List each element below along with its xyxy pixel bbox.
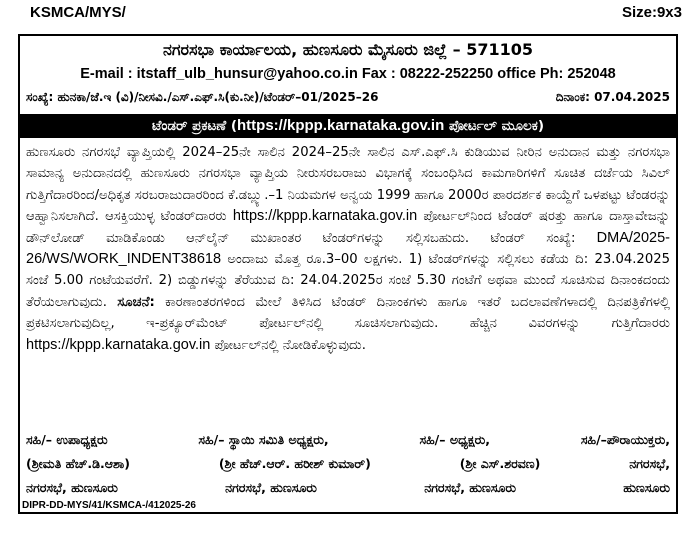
body-portal-link-1[interactable]: https://kppp.karnataka.gov.in xyxy=(232,208,418,225)
tender-banner xyxy=(20,114,676,138)
banner-suffix: ಪೋರ್ಟಲ್ ಮೂಲಕ) xyxy=(444,118,545,134)
banner-portal-link[interactable]: https://kppp.karnataka.gov.in xyxy=(237,117,445,134)
notice-body xyxy=(26,142,670,356)
signature-commissioner: ಸಹಿ/–ಪೌರಾಯುಕ್ತರು, xyxy=(580,432,670,447)
signature-standing-committee: ಸಹಿ/– ಸ್ಥಾಯಿ ಸಮಿತಿ ಅಧ್ಯಕ್ಷರು, xyxy=(198,432,329,447)
signature-president: ಸಹಿ/– ಅಧ್ಯಕ್ಷರು, xyxy=(419,432,490,447)
office-title: ನಗರಸಭಾ ಕಾರ್ಯಾಲಯ, ಹುಣಸೂರು ಮೈಸೂರು ಜಿಲ್ಲೆ – 571105 xyxy=(162,40,534,59)
signatory-office: ನಗರಸಭೆ, ಹುಣಸೂರು xyxy=(26,480,118,495)
signatory-office: ನಗರಸಭೆ, ಹುಣಸೂರು xyxy=(225,480,317,495)
signature-block xyxy=(26,428,670,500)
signature-titles xyxy=(26,428,670,452)
note-end: ಪೋರ್ಟಲ್‌ನಲ್ಲಿ ನೋಡಿಕೊಳ್ಳುವುದು. xyxy=(210,337,366,353)
signatory-office: ನಗರಸಭೆ, xyxy=(629,456,670,471)
body-part-3: ಅಂದಾಜು ಮೊತ್ತ ರೂ.3–00 ಲಕ್ಷಗಳು. 1) ಟೆಂಡರ್‌ಗಳನ್ನು ಸಲ್ಲಿಸಲು ಕಡೆಯ ದಿ: 23.04.2025 ಸಂಜೆ 5.00 ಗಂಟೆಯವರೆಗೆ. 2) ಬಿಡ್ಡುಗಳನ್ನು ತೆರೆಯುವ ದಿ: 24.04.2025ರ ಸಂಜೆ 5.30 ಗಂಟೆಗೆ ಅಥವಾ ಮುಂದೆ ಸೂಚಿಸುವ ದಿನಾಂಕದಂದು ತೆರೆಯಲಾಗುವುದು. xyxy=(26,252,670,310)
signature-offices xyxy=(26,476,670,500)
signatory-office: ಹುಣಸೂರು xyxy=(623,480,670,495)
office-contact: E-mail : itstaff_ulb_hunsur@yahoo.co.in Fax : 08222-252250 office Ph: 252048 xyxy=(80,66,616,82)
tender-number: DMA/2025-26/WS/WORK_INDENT38618 xyxy=(26,229,670,268)
signatory-name: (ಶ್ರೀ ಹೆಚ್.ಆರ್. ಹರೀಶ್ ಕುಮಾರ್) xyxy=(218,456,371,471)
tender-notice xyxy=(18,34,678,514)
body-part-1: ಹುಣಸೂರು ನಗರಸಭೆ ವ್ಯಾಪ್ತಿಯಲ್ಲಿ 2024–25ನೇ ಸಾಲಿನ 2024–25ನೇ ಸಾಲಿನ ಎಸ್.ಎಫ್.ಸಿ ಕುಡಿಯುವ ನೀರಿನ ಅನುದಾನ ಮತ್ತು ನಗರಸಭಾ ಸಾಮಾನ್ಯ ಅನುದಾನದಲ್ಲಿ ಹುಣಸೂರು ನಗರಸಭಾ ವ್ಯಾಪ್ತಿಯ ನೀರುಸರಬರಾಜು ವಿಭಾಗಕ್ಕೆ ಸಂಬಂಧಿಸಿದ ಕಾಮಗಾರಿಗಳಿಗೆ ಸೂಚಿತ ದರ್ಜೆಯ ಸಿವಿಲ್ ಗುತ್ತಿಗೆದಾರರಿಂದ/ಅಧಿಕೃತ ಸರಬರಾಜುದಾರರಿಂದ ಕೆ.ಡಬ್ಲ್ಯು.–1 ನಿಯಮಗಳ ಅನ್ವಯ 1999 ಹಾಗೂ 2000ರ ಪಾರದರ್ಶಕ ಕಾಯ್ದೆಗೆ ಒಳಪಟ್ಟು ಟೆಂಡರನ್ನು ಆಹ್ವಾನಿಸಲಾಗಿದೆ. ಆಸಕ್ತಿಯುಳ್ಳ ಟೆಂಡರ್‌ದಾರರು xyxy=(26,145,670,225)
page-header xyxy=(0,4,696,26)
signatory-name: (ಶ್ರೀಮತಿ ಹೆಚ್.ಡಿ.ಆಶಾ) xyxy=(26,456,130,471)
note-text: ಕಾರಣಾಂತರಗಳಿಂದ ಮೇಲೆ ತಿಳಿಸಿದ ಟೆಂಡರ್ ದಿನಾಂಕಗಳು ಹಾಗೂ ಇತರೆ ಬದಲಾವಣೆಗಳಾದಲ್ಲಿ ದಿನಪತ್ರಿಕೆಗಳಲ್ಲಿ ಪ್ರಕಟಿಸಲಾಗುವುದಿಲ್ಲ, ಇ-ಪ್ರಕ್ಯೂರ್‌ಮೆಂಟ್ ಪೋರ್ಟಲ್‌ನಲ್ಲಿ ಸೂಚಿಸಲಾಗುವುದು. ಹೆಚ್ಚಿನ ವಿವರಗಳನ್ನು ಗುತ್ತಿಗೆದಾರರು xyxy=(26,294,670,332)
dipr-code: DIPR-DD-MYS/41/KSMCA-/412025-26 xyxy=(22,500,196,511)
body-part-2: ಪೋರ್ಟಲ್‌ನಿಂದ ಟೆಂಡರ್ ಷರತ್ತು ಹಾಗೂ ದಾಸ್ತಾವೇಜನ್ನು ಡೌನ್‌ಲೋಡ್ ಮಾಡಿಕೊಂಡು ಆನ್‌ಲೈನ್ ಮುಖಾಂತರ ಟೆಂಡರ್‌ಗಳನ್ನು ಸಲ್ಲಿಸಬಹುದು. ಟೆಂಡರ್ ಸಂಖ್ಯೆ: xyxy=(26,209,670,246)
note-label: ಸೂಚನೆ: xyxy=(117,294,155,310)
body-portal-link-2[interactable]: https://kppp.karnataka.gov.in xyxy=(26,336,211,353)
ad-size: Size:9x3 xyxy=(621,4,682,21)
signatory-name: (ಶ್ರೀ ಎಸ್.ಶರವಣ) xyxy=(459,456,541,471)
banner-prefix: ಟೆಂಡರ್ ಪ್ರಕಟಣೆ ( xyxy=(151,118,237,134)
publication-code: KSMCA/MYS/ xyxy=(30,4,126,21)
reference-number: ಸಂಖ್ಯೆ: ಹುನಕಾ/ಜೆ.ಇ (ವಿ)/ನೀಸವಿ./ಎಸ್.ಎಫ್.ಸಿ(ಕು.ನೀ)/ಟೆಂಡರ್–01/2025–26 xyxy=(26,90,379,104)
signatory-office: ನಗರಸಭೆ, ಹುಣಸೂರು xyxy=(424,480,516,495)
notice-date: ದಿನಾಂಕ: 07.04.2025 xyxy=(555,90,670,104)
signature-vice-president: ಸಹಿ/– ಉಪಾಧ್ಯಕ್ಷರು xyxy=(26,432,108,447)
signature-names xyxy=(26,452,670,476)
